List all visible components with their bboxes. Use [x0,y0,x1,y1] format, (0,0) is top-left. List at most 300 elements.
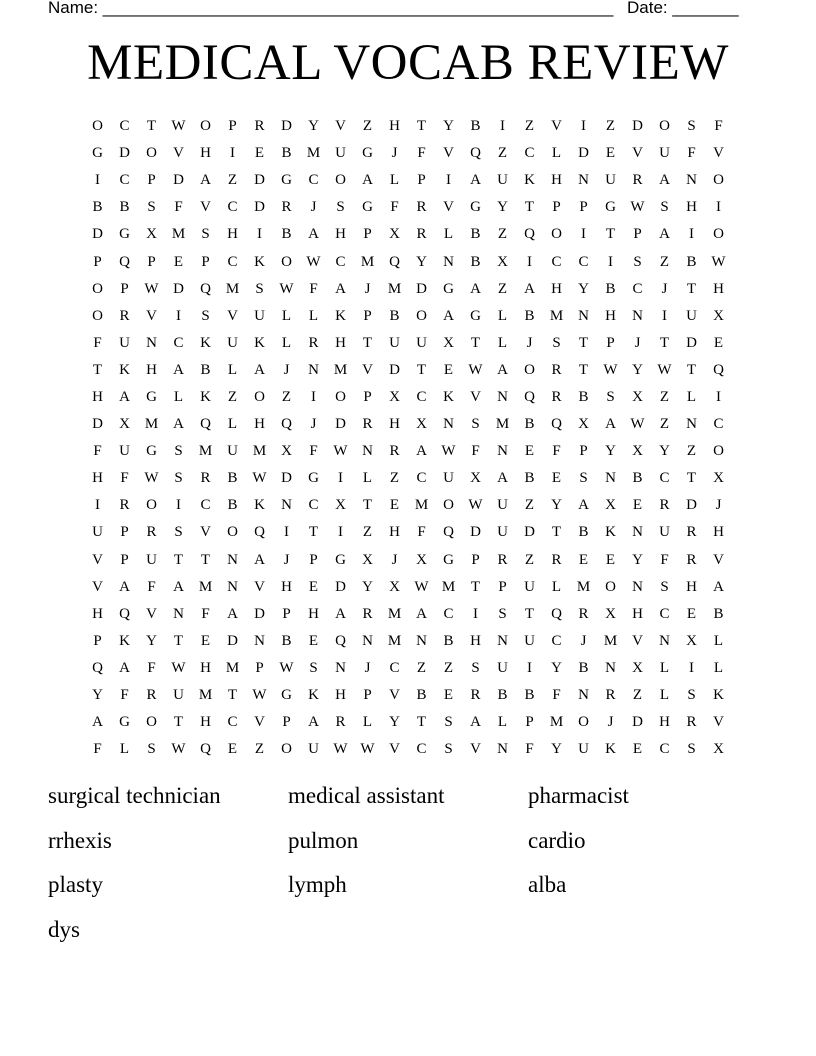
grid-cell[interactable]: S [309,659,318,676]
grid-cell[interactable]: U [227,443,238,460]
grid-cell[interactable]: K [254,497,265,514]
grid-cell[interactable]: V [146,605,157,622]
grid-cell[interactable]: P [363,307,372,324]
grid-cell[interactable]: H [335,226,346,243]
grid-cell[interactable]: A [605,416,616,433]
grid-cell[interactable]: F [93,741,102,758]
grid-cell[interactable]: O [92,118,103,135]
grid-cell[interactable]: W [252,687,267,704]
grid-cell[interactable]: T [659,334,670,351]
grid-cell[interactable]: W [333,443,348,460]
grid-cell[interactable]: T [416,714,427,731]
grid-cell[interactable]: O [281,253,292,270]
grid-cell[interactable]: N [146,334,157,351]
grid-cell[interactable]: F [471,443,480,460]
grid-cell[interactable]: D [416,280,427,297]
grid-cell[interactable]: A [92,714,103,731]
grid-cell[interactable]: M [576,578,591,595]
grid-cell[interactable]: M [603,632,618,649]
grid-cell[interactable]: P [120,280,129,297]
grid-cell[interactable]: U [524,578,535,595]
grid-cell[interactable]: X [443,334,454,351]
grid-cell[interactable]: Y [578,280,589,297]
grid-cell[interactable]: S [336,199,345,216]
grid-cell[interactable]: W [414,578,429,595]
grid-cell[interactable]: J [310,416,317,433]
grid-cell[interactable]: Z [524,118,535,135]
grid-cell[interactable]: M [387,605,402,622]
grid-cell[interactable]: N [686,172,697,189]
grid-cell[interactable]: B [578,659,589,676]
grid-cell[interactable]: R [281,199,292,216]
grid-cell[interactable]: P [471,551,480,568]
grid-cell[interactable]: K [335,307,346,324]
grid-cell[interactable]: U [497,659,508,676]
grid-cell[interactable]: E [632,497,643,514]
grid-cell[interactable]: T [362,497,373,514]
grid-cell[interactable]: G [92,145,103,162]
grid-cell[interactable]: E [578,551,589,568]
grid-cell[interactable]: F [93,334,102,351]
grid-cell[interactable]: I [608,253,613,270]
grid-cell[interactable]: D [92,226,103,243]
grid-cell[interactable]: Z [524,497,535,514]
grid-cell[interactable]: V [443,199,454,216]
grid-cell[interactable]: M [495,416,510,433]
grid-cell[interactable]: F [147,578,156,595]
grid-cell[interactable]: M [549,714,564,731]
grid-cell[interactable]: X [389,226,400,243]
grid-cell[interactable]: K [713,687,724,704]
grid-cell[interactable]: P [120,524,129,541]
grid-cell[interactable]: E [227,741,238,758]
grid-cell[interactable]: N [605,659,616,676]
grid-cell[interactable]: G [281,172,292,189]
grid-cell[interactable]: N [497,741,508,758]
grid-cell[interactable]: V [173,145,184,162]
grid-cell[interactable]: M [198,687,213,704]
grid-cell[interactable]: M [225,280,240,297]
grid-cell[interactable]: P [363,388,372,405]
grid-cell[interactable]: P [579,443,588,460]
grid-cell[interactable]: S [687,741,696,758]
grid-cell[interactable]: Z [632,687,643,704]
grid-cell[interactable]: C [227,714,238,731]
grid-cell[interactable]: U [659,524,670,541]
grid-cell[interactable]: M [144,416,159,433]
grid-cell[interactable]: R [686,524,697,541]
grid-cell[interactable]: F [660,551,669,568]
grid-cell[interactable]: X [632,443,643,460]
grid-cell[interactable]: L [497,714,508,731]
grid-cell[interactable]: P [147,253,156,270]
grid-cell[interactable]: Q [281,416,292,433]
grid-cell[interactable]: X [416,551,427,568]
grid-cell[interactable]: H [389,118,400,135]
grid-cell[interactable]: M [549,307,564,324]
grid-cell[interactable]: U [416,334,427,351]
grid-cell[interactable]: A [335,605,346,622]
grid-cell[interactable]: R [146,687,157,704]
grid-cell[interactable]: R [605,687,616,704]
grid-cell[interactable]: O [335,172,346,189]
grid-cell[interactable]: O [524,361,535,378]
grid-cell[interactable]: C [551,632,562,649]
grid-cell[interactable]: Z [605,118,616,135]
grid-cell[interactable]: H [713,524,724,541]
grid-cell[interactable]: Z [497,280,508,297]
grid-cell[interactable]: A [443,307,454,324]
grid-cell[interactable]: D [281,470,292,487]
grid-cell[interactable]: L [713,632,724,649]
grid-cell[interactable]: M [225,659,240,676]
grid-cell[interactable]: O [92,307,103,324]
grid-cell[interactable]: Z [416,659,427,676]
grid-cell[interactable]: O [713,226,724,243]
grid-cell[interactable]: Q [200,416,211,433]
grid-cell[interactable]: H [254,416,265,433]
grid-cell[interactable]: C [416,741,427,758]
grid-cell[interactable]: I [95,497,100,514]
grid-cell[interactable]: H [551,280,562,297]
grid-cell[interactable]: Z [362,524,373,541]
grid-cell[interactable]: H [200,659,211,676]
grid-cell[interactable]: O [416,307,427,324]
grid-cell[interactable]: G [281,687,292,704]
grid-cell[interactable]: H [659,714,670,731]
grid-cell[interactable]: A [173,416,184,433]
grid-cell[interactable]: G [119,226,130,243]
grid-cell[interactable]: D [470,524,481,541]
grid-cell[interactable]: T [686,361,697,378]
grid-cell[interactable]: W [441,443,456,460]
grid-cell[interactable]: Q [200,741,211,758]
grid-cell[interactable]: R [119,307,130,324]
grid-cell[interactable]: B [281,632,292,649]
grid-cell[interactable]: W [711,253,726,270]
grid-cell[interactable]: J [661,280,668,297]
grid-cell[interactable]: O [335,388,346,405]
grid-cell[interactable]: T [470,334,481,351]
grid-cell[interactable]: I [230,145,235,162]
grid-cell[interactable]: U [686,307,697,324]
grid-cell[interactable]: I [581,118,586,135]
grid-cell[interactable]: O [146,145,157,162]
grid-cell[interactable]: R [470,687,481,704]
grid-cell[interactable]: F [552,443,561,460]
grid-cell[interactable]: V [632,632,643,649]
grid-cell[interactable]: Q [389,253,400,270]
grid-cell[interactable]: N [632,578,643,595]
grid-cell[interactable]: H [92,605,103,622]
grid-cell[interactable]: C [119,118,130,135]
grid-cell[interactable]: V [551,118,562,135]
grid-cell[interactable]: G [443,280,454,297]
grid-cell[interactable]: V [362,361,373,378]
grid-cell[interactable]: C [389,659,400,676]
grid-cell[interactable]: B [605,280,616,297]
grid-cell[interactable]: R [659,497,670,514]
grid-cell[interactable]: X [713,307,724,324]
grid-cell[interactable]: X [146,226,157,243]
grid-cell[interactable]: O [551,226,562,243]
grid-cell[interactable]: W [279,280,294,297]
grid-cell[interactable]: M [387,632,402,649]
grid-cell[interactable]: Y [497,199,508,216]
grid-cell[interactable]: D [578,145,589,162]
grid-cell[interactable]: N [632,307,643,324]
grid-cell[interactable]: W [630,416,645,433]
grid-cell[interactable]: R [335,714,346,731]
grid-cell[interactable]: A [416,443,427,460]
grid-cell[interactable]: N [308,361,319,378]
grid-cell[interactable]: A [227,605,238,622]
grid-cell[interactable]: X [632,659,643,676]
grid-cell[interactable]: A [497,361,508,378]
grid-cell[interactable]: K [254,334,265,351]
grid-cell[interactable]: R [308,334,319,351]
grid-cell[interactable]: Y [416,253,427,270]
grid-cell[interactable]: J [391,551,398,568]
grid-cell[interactable]: Q [200,280,211,297]
grid-cell[interactable]: E [524,443,535,460]
grid-cell[interactable]: W [468,361,483,378]
grid-cell[interactable]: L [173,388,184,405]
grid-cell[interactable]: A [524,280,535,297]
grid-cell[interactable]: B [470,226,481,243]
grid-cell[interactable]: V [713,145,724,162]
grid-cell[interactable]: B [470,253,481,270]
grid-cell[interactable]: C [713,416,724,433]
grid-cell[interactable]: A [659,172,670,189]
grid-cell[interactable]: I [500,118,505,135]
grid-cell[interactable]: A [308,226,319,243]
grid-cell[interactable]: L [659,687,670,704]
grid-cell[interactable]: Q [92,659,103,676]
grid-cell[interactable]: V [92,551,103,568]
grid-cell[interactable]: P [93,253,102,270]
grid-cell[interactable]: T [416,118,427,135]
grid-cell[interactable]: K [605,524,616,541]
grid-cell[interactable]: X [119,416,130,433]
grid-cell[interactable]: H [281,578,292,595]
grid-cell[interactable]: A [308,714,319,731]
grid-cell[interactable]: R [416,199,427,216]
grid-cell[interactable]: B [200,361,211,378]
grid-cell[interactable]: L [119,741,130,758]
grid-cell[interactable]: J [283,361,290,378]
grid-cell[interactable]: N [416,632,427,649]
grid-cell[interactable]: D [389,361,400,378]
grid-cell[interactable]: T [578,361,589,378]
grid-cell[interactable]: W [630,199,645,216]
grid-cell[interactable]: J [607,714,614,731]
grid-cell[interactable]: A [470,172,481,189]
grid-cell[interactable]: G [308,470,319,487]
grid-cell[interactable]: A [119,659,130,676]
grid-cell[interactable]: X [632,388,643,405]
grid-cell[interactable]: S [660,578,669,595]
grid-cell[interactable]: Y [659,443,670,460]
grid-cell[interactable]: C [659,470,670,487]
grid-cell[interactable]: F [714,118,723,135]
grid-cell[interactable]: W [306,253,321,270]
grid-cell[interactable]: T [578,334,589,351]
grid-cell[interactable]: N [362,443,373,460]
grid-cell[interactable]: A [173,361,184,378]
grid-cell[interactable]: S [687,687,696,704]
grid-cell[interactable]: S [201,307,210,324]
grid-cell[interactable]: L [281,307,292,324]
grid-cell[interactable]: T [227,687,238,704]
grid-cell[interactable]: C [551,253,562,270]
grid-cell[interactable]: A [335,280,346,297]
grid-cell[interactable]: R [254,118,265,135]
grid-cell[interactable]: Z [254,741,265,758]
grid-cell[interactable]: L [443,226,454,243]
grid-cell[interactable]: V [389,687,400,704]
grid-cell[interactable]: O [713,443,724,460]
grid-cell[interactable]: Q [443,524,454,541]
grid-cell[interactable]: F [525,741,534,758]
grid-cell[interactable]: J [580,632,587,649]
grid-cell[interactable]: C [659,741,670,758]
grid-cell[interactable]: K [443,388,454,405]
grid-cell[interactable]: D [281,118,292,135]
grid-cell[interactable]: Y [551,497,562,514]
grid-cell[interactable]: F [417,145,426,162]
grid-cell[interactable]: P [282,714,291,731]
grid-cell[interactable]: K [200,334,211,351]
grid-cell[interactable]: R [551,551,562,568]
grid-cell[interactable]: Q [524,226,535,243]
grid-cell[interactable]: X [416,416,427,433]
grid-cell[interactable]: H [308,605,319,622]
grid-cell[interactable]: U [308,741,319,758]
grid-cell[interactable]: C [173,334,184,351]
grid-cell[interactable]: M [360,253,375,270]
grid-cell[interactable]: I [176,307,181,324]
grid-cell[interactable]: A [254,361,265,378]
grid-cell[interactable]: D [686,497,697,514]
grid-cell[interactable]: B [524,416,535,433]
grid-cell[interactable]: P [363,226,372,243]
grid-cell[interactable]: O [254,388,265,405]
grid-cell[interactable]: J [310,199,317,216]
grid-cell[interactable]: B [524,687,535,704]
grid-cell[interactable]: P [201,253,210,270]
grid-cell[interactable]: U [497,524,508,541]
grid-cell[interactable]: Z [443,659,454,676]
grid-cell[interactable]: P [255,659,264,676]
grid-cell[interactable]: T [686,470,697,487]
grid-cell[interactable]: L [227,361,238,378]
grid-cell[interactable]: T [173,714,184,731]
grid-cell[interactable]: I [689,226,694,243]
grid-cell[interactable]: M [387,280,402,297]
grid-cell[interactable]: F [201,605,210,622]
grid-cell[interactable]: R [686,714,697,731]
grid-cell[interactable]: W [171,118,186,135]
grid-cell[interactable]: X [362,551,373,568]
grid-cell[interactable]: A [254,551,265,568]
grid-cell[interactable]: D [254,199,265,216]
grid-cell[interactable]: X [578,416,589,433]
grid-cell[interactable]: N [227,551,238,568]
grid-cell[interactable]: S [255,280,264,297]
grid-cell[interactable]: P [579,199,588,216]
grid-cell[interactable]: G [470,307,481,324]
grid-cell[interactable]: T [146,118,157,135]
grid-cell[interactable]: U [119,334,130,351]
grid-cell[interactable]: L [389,172,400,189]
grid-cell[interactable]: T [551,524,562,541]
grid-cell[interactable]: S [606,388,615,405]
grid-cell[interactable]: E [173,253,184,270]
grid-cell[interactable]: E [632,741,643,758]
grid-cell[interactable]: N [254,632,265,649]
grid-cell[interactable]: T [173,551,184,568]
grid-cell[interactable]: V [200,199,211,216]
grid-cell[interactable]: R [497,551,508,568]
grid-cell[interactable]: E [686,605,697,622]
grid-cell[interactable]: H [632,605,643,622]
grid-cell[interactable]: B [416,687,427,704]
grid-cell[interactable]: D [335,416,346,433]
grid-cell[interactable]: L [713,659,724,676]
grid-cell[interactable]: A [578,497,589,514]
grid-cell[interactable]: X [713,470,724,487]
grid-cell[interactable]: C [659,605,670,622]
grid-cell[interactable]: N [335,659,346,676]
grid-cell[interactable]: Z [524,551,535,568]
grid-cell[interactable]: Y [632,361,643,378]
grid-cell[interactable]: U [92,524,103,541]
grid-cell[interactable]: Z [659,388,670,405]
grid-cell[interactable]: F [174,199,183,216]
grid-cell[interactable]: H [92,470,103,487]
grid-cell[interactable]: U [389,334,400,351]
grid-cell[interactable]: X [335,497,346,514]
grid-cell[interactable]: B [119,199,130,216]
grid-cell[interactable]: H [389,524,400,541]
grid-cell[interactable]: B [443,632,454,649]
grid-cell[interactable]: U [605,172,616,189]
grid-cell[interactable]: Z [227,388,238,405]
grid-cell[interactable]: D [173,172,184,189]
grid-cell[interactable]: L [497,334,508,351]
grid-cell[interactable]: T [524,605,535,622]
grid-cell[interactable]: S [147,199,156,216]
grid-cell[interactable]: S [471,659,480,676]
grid-cell[interactable]: F [309,443,318,460]
grid-cell[interactable]: B [578,524,589,541]
grid-cell[interactable]: D [119,145,130,162]
grid-cell[interactable]: N [605,470,616,487]
grid-cell[interactable]: H [389,416,400,433]
grid-cell[interactable]: R [362,605,373,622]
grid-cell[interactable]: I [689,659,694,676]
grid-cell[interactable]: A [470,714,481,731]
grid-cell[interactable]: I [176,497,181,514]
grid-cell[interactable]: L [659,659,670,676]
grid-cell[interactable]: S [579,470,588,487]
grid-cell[interactable]: A [497,470,508,487]
grid-cell[interactable]: D [632,714,643,731]
grid-cell[interactable]: T [362,334,373,351]
grid-cell[interactable]: V [227,307,238,324]
grid-cell[interactable]: Y [443,118,454,135]
